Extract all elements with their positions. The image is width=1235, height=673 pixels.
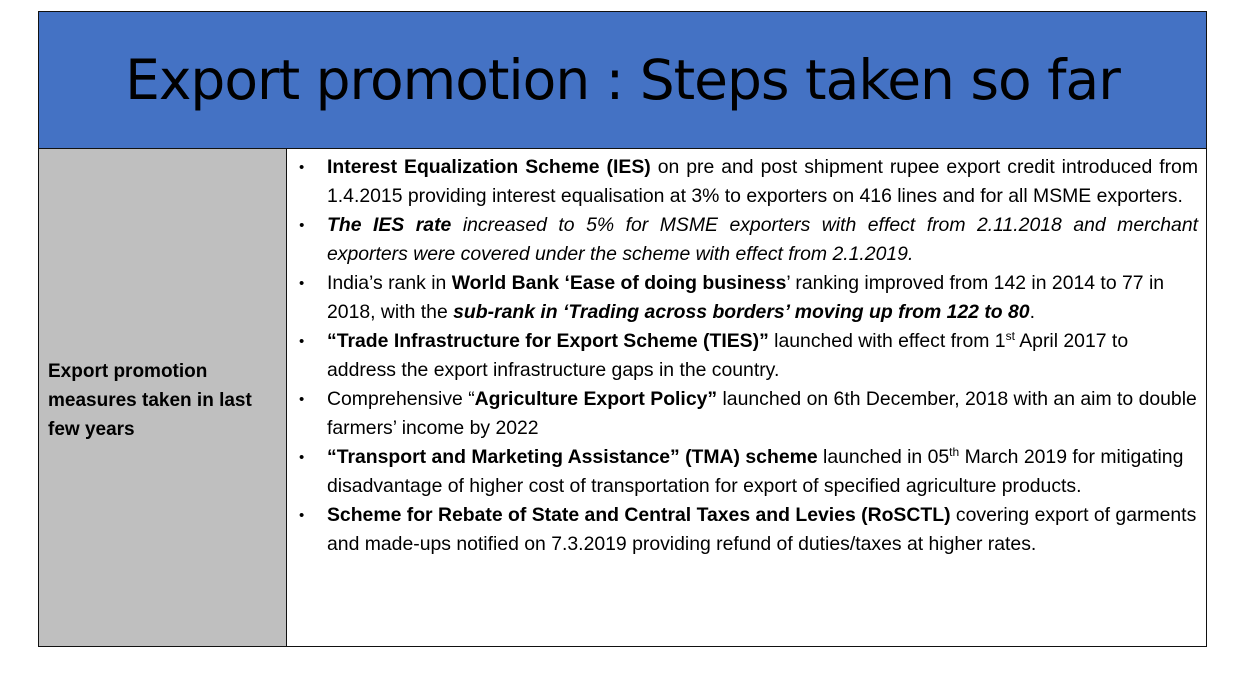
item-text: launched with effect from 1: [768, 330, 1006, 352]
item-text: launched on 6th December, 2018 with an aim to double farmers’ income by 2022: [327, 388, 1197, 439]
title-bar: [39, 12, 1206, 149]
list-item: [295, 211, 1198, 269]
item-superscript: th: [949, 445, 960, 459]
item-text: covering export of garments and made-ups notified on 7.3.2019 providing refund of duties/taxes at higher rates.: [327, 504, 1197, 555]
item-text: increased to 5% for MSME exporters with effect from 2.11.2018 and merchant exporters were covered under the scheme with effect from 2.1.2019.: [327, 214, 1199, 265]
list-item: [295, 443, 1198, 501]
list-item: [295, 327, 1198, 385]
item-text: ’ ranking improved from 142 in 2014 to 77 in 2018, with the: [327, 272, 1165, 323]
measures-list: [295, 153, 1198, 559]
list-item: [295, 385, 1198, 443]
item-text: India’s rank in: [327, 272, 452, 294]
content-table: [38, 11, 1207, 647]
page-title: Export promotion : Steps taken so far: [125, 48, 1120, 112]
item-text: on pre and post shipment rupee export credit introduced from 1.4.2015 providing interest equalisation at 3% to exporters on 416 lines and for all MSME exporters.: [327, 156, 1198, 207]
category-label: Export promotion measures taken in last few years: [48, 360, 252, 440]
item-text: Comprehensive “: [327, 388, 475, 410]
item-emphasis: “Transport and Marketing Assistance” (TMA) scheme: [327, 446, 818, 468]
bullet-icon: •: [299, 159, 305, 176]
item-emphasis: World Bank ‘Ease of doing business: [451, 272, 787, 294]
item-emphasis: “Trade Infrastructure for Export Scheme (TIES)”: [327, 330, 769, 352]
item-text: launched in 05: [817, 446, 950, 468]
list-item: [295, 269, 1198, 327]
item-emphasis: Agriculture Export Policy”: [474, 388, 718, 410]
bullet-icon: •: [299, 507, 305, 524]
bullet-icon: •: [299, 217, 305, 234]
bullet-icon: •: [299, 391, 305, 408]
bullet-icon: •: [299, 333, 305, 350]
item-emphasis: Interest Equalization Scheme (IES): [327, 156, 651, 178]
item-emphasis: Scheme for Rebate of State and Central Taxes and Levies (RoSCTL): [327, 504, 951, 526]
list-item: [295, 153, 1198, 211]
item-text: April 2017 to address the export infrastructure gaps in the country.: [327, 330, 1129, 381]
item-text: March 2019 for mitigating disadvantage of higher cost of transportation for export of specified agriculture products.: [327, 446, 1184, 497]
category-cell: [39, 149, 287, 646]
item-text: .: [1029, 301, 1035, 323]
measures-cell: [287, 149, 1206, 646]
item-emphasis: The IES rate: [327, 214, 452, 236]
list-item: [295, 501, 1198, 559]
item-superscript: st: [1005, 329, 1015, 343]
item-emphasis: sub-rank in ‘Trading across borders’ moving up from 122 to 80: [453, 301, 1030, 323]
bullet-icon: •: [299, 275, 305, 292]
bullet-icon: •: [299, 449, 305, 466]
